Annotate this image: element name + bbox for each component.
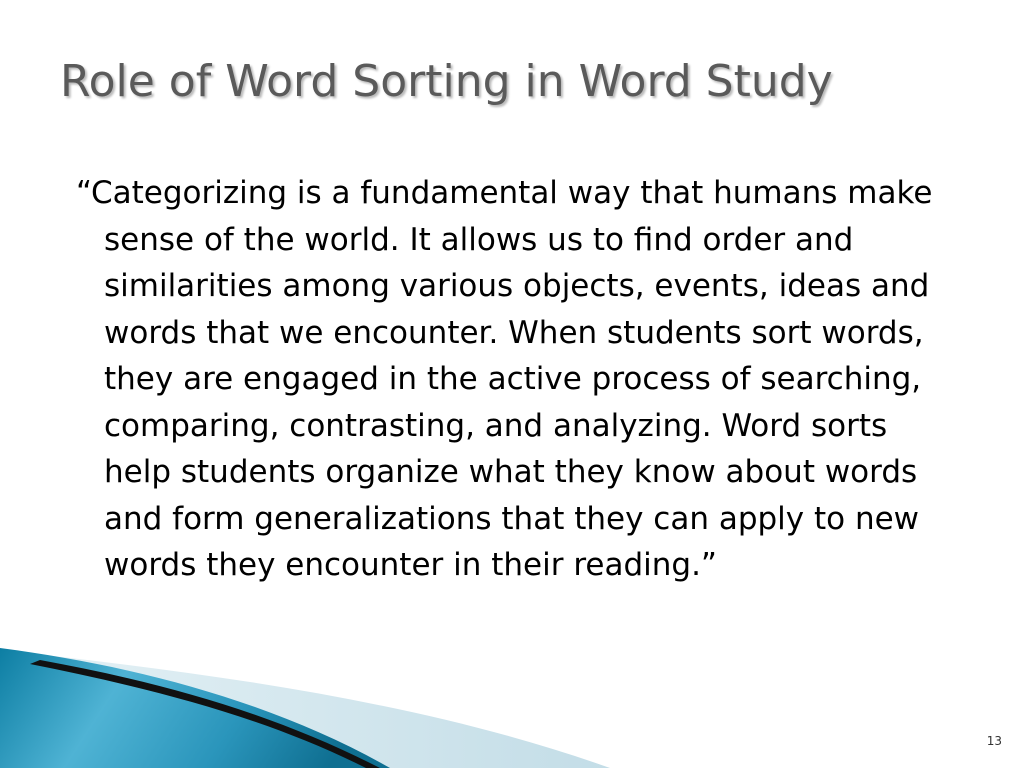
quote-text: “Categorizing is a fundamental way that humans make sense of the world. It allows us to find order and similarities among various objects, events, ideas and words that we encounter. When students sort words, they are engaged in the active process of searching, comparing, contrasting, and analyzing. Word sorts help students organize what they know about words and form generalizations that they can apply to new words they encounter in their reading.”: [76, 175, 933, 583]
wave-teal-band: [0, 648, 390, 768]
wave-dark-swoosh: [30, 660, 380, 768]
wave-light-band: [0, 650, 610, 768]
page-number: 13: [986, 734, 1002, 748]
slide-title: Role of Word Sorting in Word Study: [60, 56, 833, 107]
